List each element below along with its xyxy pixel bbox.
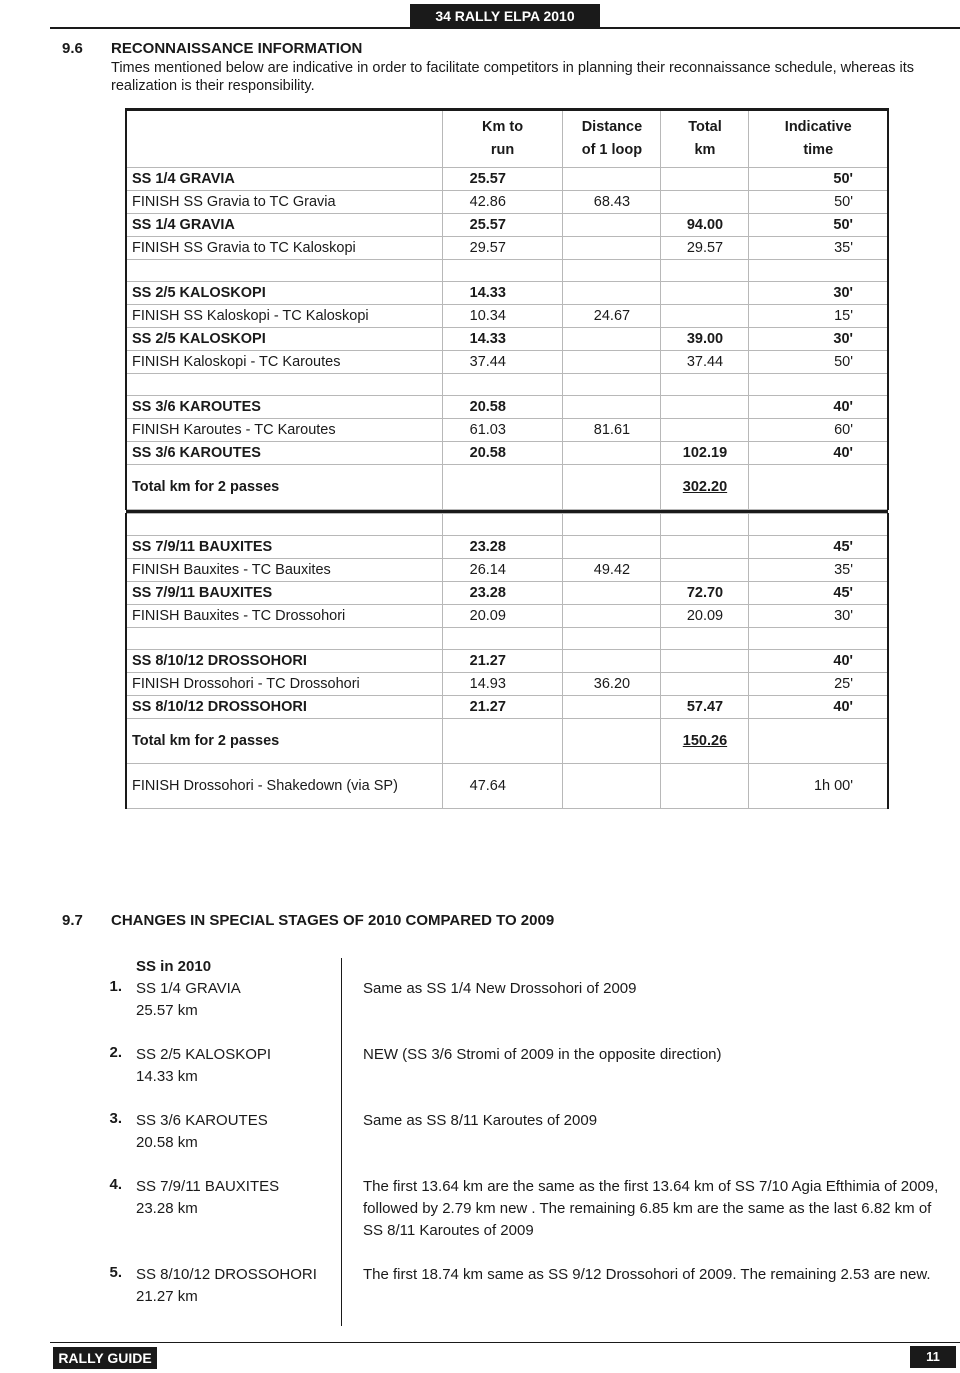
spacer-cell <box>563 260 661 282</box>
distance-of-loop <box>563 536 661 559</box>
change-item-number: 5. <box>109 1264 122 1281</box>
total-row <box>126 465 888 510</box>
change-item-stage-name: SS 7/9/11 BAUXITES <box>136 1178 280 1195</box>
km-to-run: 10.34 <box>442 305 563 328</box>
indicative-time: 1h 00' <box>749 764 888 809</box>
time-cell <box>749 719 888 764</box>
indicative-time: 50' <box>749 168 888 191</box>
change-item-stage-name: SS 3/6 KAROUTES <box>136 1112 268 1129</box>
km-to-run: 20.09 <box>442 605 563 628</box>
header-km-to-run: Km to run <box>442 110 563 168</box>
indicative-time: 40' <box>749 696 888 719</box>
total-km: 39.00 <box>661 328 749 351</box>
km-cell <box>442 465 563 510</box>
total-km <box>661 191 749 214</box>
total-km <box>661 559 749 582</box>
total-km <box>661 419 749 442</box>
header-total: Total km <box>661 110 749 168</box>
distance-of-loop <box>563 605 661 628</box>
change-item-stage-km: 23.28 km <box>136 1200 198 1217</box>
stage-label: SS 7/9/11 BAUXITES <box>126 536 442 559</box>
header-blank <box>126 110 442 168</box>
stage-label: FINISH Bauxites - TC Bauxites <box>126 559 442 582</box>
header-distance: Distance of 1 loop <box>563 110 661 168</box>
indicative-time: 60' <box>749 419 888 442</box>
header-title: 34 RALLY ELPA 2010 <box>410 4 600 28</box>
distance-of-loop <box>563 582 661 605</box>
km-to-run: 21.27 <box>442 650 563 673</box>
spacer-cell <box>442 260 563 282</box>
table-row <box>126 419 888 442</box>
km-to-run: 37.44 <box>442 351 563 374</box>
section-9-6-number: 9.6 <box>62 40 83 57</box>
table-row <box>126 696 888 719</box>
km-to-run: 20.58 <box>442 442 563 465</box>
stage-label: SS 7/9/11 BAUXITES <box>126 582 442 605</box>
change-item-stage-km: 21.27 km <box>136 1288 198 1305</box>
total-km <box>661 282 749 305</box>
change-item-stage-km: 25.57 km <box>136 1002 198 1019</box>
table-row <box>126 282 888 305</box>
change-item-stage-name: SS 8/10/12 DROSSOHORI <box>136 1266 317 1283</box>
change-item-stage <box>136 1176 356 1220</box>
km-to-run: 23.28 <box>442 582 563 605</box>
change-item-stage <box>136 978 356 1022</box>
km-to-run: 23.28 <box>442 536 563 559</box>
km-cell <box>442 719 563 764</box>
total-km <box>661 650 749 673</box>
total-row <box>126 719 888 764</box>
change-item-number: 1. <box>109 978 122 995</box>
changes-divider <box>341 958 342 1326</box>
stage-label: SS 2/5 KALOSKOPI <box>126 282 442 305</box>
change-item-stage-name: SS 1/4 GRAVIA <box>136 980 241 997</box>
change-item-description: Same as SS 8/11 Karoutes of 2009 <box>363 1112 598 1129</box>
header-rule <box>50 27 960 29</box>
distance-of-loop <box>563 168 661 191</box>
spacer-cell <box>126 628 442 650</box>
change-item-stage-km: 14.33 km <box>136 1068 198 1085</box>
stage-label: FINISH Drossohori - Shakedown (via SP) <box>126 764 442 809</box>
distance-of-loop <box>563 650 661 673</box>
distance-of-loop: 24.67 <box>563 305 661 328</box>
total-km <box>661 305 749 328</box>
km-to-run: 25.57 <box>442 214 563 237</box>
table-row <box>126 305 888 328</box>
spacer-cell <box>749 628 888 650</box>
distance-of-loop <box>563 351 661 374</box>
change-item-description: Same as SS 1/4 New Drossohori of 2009 <box>363 980 637 997</box>
indicative-time: 40' <box>749 442 888 465</box>
table-row <box>126 536 888 559</box>
section-9-6-title: RECONNAISSANCE INFORMATION <box>111 40 363 57</box>
stage-label: SS 2/5 KALOSKOPI <box>126 328 442 351</box>
section-9-6-intro: Times mentioned below are indicative in order to facilitate competitors in planning their reconnaissance schedule, whereas its realization is their responsibility. <box>111 60 915 94</box>
km-to-run: 21.27 <box>442 696 563 719</box>
reconnaissance-table <box>125 108 889 809</box>
indicative-time: 25' <box>749 673 888 696</box>
table-row <box>126 328 888 351</box>
footer-label: RALLY GUIDE <box>53 1347 157 1369</box>
change-item-description: The first 13.64 km are the same as the first 13.64 km of SS 7/10 Agia Efthimia of 2009, followed by 2.79 km new . The remaining 6.85 km are the same as the last 6.82 km of SS 8/11 Karoutes of 2009 <box>363 1178 939 1239</box>
spacer-cell <box>749 374 888 396</box>
table-row <box>126 582 888 605</box>
indicative-time: 15' <box>749 305 888 328</box>
stage-label: SS 8/10/12 DROSSOHORI <box>126 696 442 719</box>
indicative-time: 35' <box>749 559 888 582</box>
stage-label: FINISH Bauxites - TC Drossohori <box>126 605 442 628</box>
distance-cell <box>563 465 661 510</box>
spacer-cell <box>661 514 749 536</box>
table-row <box>126 673 888 696</box>
spacer-cell <box>563 514 661 536</box>
km-to-run: 14.93 <box>442 673 563 696</box>
total-km: 94.00 <box>661 214 749 237</box>
change-item-number: 2. <box>109 1044 122 1061</box>
distance-of-loop <box>563 214 661 237</box>
spacer-cell <box>749 260 888 282</box>
change-item-number: 4. <box>109 1176 122 1193</box>
total-km <box>661 168 749 191</box>
km-to-run: 29.57 <box>442 237 563 260</box>
distance-of-loop: 81.61 <box>563 419 661 442</box>
table-row <box>126 168 888 191</box>
spacer-cell <box>126 514 442 536</box>
stage-label: SS 8/10/12 DROSSOHORI <box>126 650 442 673</box>
spacer-cell <box>749 514 888 536</box>
indicative-time: 50' <box>749 214 888 237</box>
distance-cell <box>563 719 661 764</box>
indicative-time: 40' <box>749 396 888 419</box>
distance-of-loop <box>563 442 661 465</box>
total-km: 37.44 <box>661 351 749 374</box>
total-km: 102.19 <box>661 442 749 465</box>
change-item-stage-name: SS 2/5 KALOSKOPI <box>136 1046 272 1063</box>
indicative-time: 35' <box>749 237 888 260</box>
distance-of-loop: 36.20 <box>563 673 661 696</box>
table-row <box>126 396 888 419</box>
spacer-cell <box>442 374 563 396</box>
change-item-number: 3. <box>109 1110 122 1127</box>
spacer-cell <box>126 260 442 282</box>
stage-label: FINISH SS Kaloskopi - TC Kaloskopi <box>126 305 442 328</box>
total-km: 20.09 <box>661 605 749 628</box>
total-km <box>661 673 749 696</box>
change-item-stage <box>136 1110 356 1154</box>
km-to-run: 20.58 <box>442 396 563 419</box>
change-item-stage <box>136 1044 356 1088</box>
stage-label: FINISH SS Gravia to TC Kaloskopi <box>126 237 442 260</box>
spacer-cell <box>442 628 563 650</box>
table-row <box>126 764 888 809</box>
stage-label: FINISH Karoutes - TC Karoutes <box>126 419 442 442</box>
time-cell <box>749 465 888 510</box>
total-km <box>661 396 749 419</box>
change-item-stage-km: 20.58 km <box>136 1134 198 1151</box>
change-item-description: NEW (SS 3/6 Stromi of 2009 in the opposite direction) <box>363 1046 722 1063</box>
spacer-row <box>126 260 888 282</box>
distance-of-loop <box>563 396 661 419</box>
distance-of-loop <box>563 282 661 305</box>
spacer-cell <box>661 374 749 396</box>
indicative-time: 30' <box>749 605 888 628</box>
change-item-stage <box>136 1264 356 1308</box>
km-to-run: 47.64 <box>442 764 563 809</box>
distance-of-loop <box>563 237 661 260</box>
total-km <box>661 764 749 809</box>
total-label: Total km for 2 passes <box>126 465 442 510</box>
table-header-row <box>126 110 888 168</box>
km-to-run: 61.03 <box>442 419 563 442</box>
footer-rule <box>50 1342 960 1343</box>
stage-label: SS 1/4 GRAVIA <box>126 214 442 237</box>
distance-of-loop: 49.42 <box>563 559 661 582</box>
total-km: 57.47 <box>661 696 749 719</box>
total-km-value: 150.26 <box>661 719 749 764</box>
indicative-time: 45' <box>749 582 888 605</box>
stage-label: SS 3/6 KAROUTES <box>126 396 442 419</box>
km-to-run: 14.33 <box>442 282 563 305</box>
spacer-cell <box>661 260 749 282</box>
total-km-value: 302.20 <box>661 465 749 510</box>
table-row <box>126 214 888 237</box>
table-row <box>126 351 888 374</box>
table-row <box>126 191 888 214</box>
km-to-run: 25.57 <box>442 168 563 191</box>
stage-label: FINISH SS Gravia to TC Gravia <box>126 191 442 214</box>
indicative-time: 40' <box>749 650 888 673</box>
total-km <box>661 536 749 559</box>
table-row <box>126 605 888 628</box>
table-row <box>126 559 888 582</box>
section-9-7-title: CHANGES IN SPECIAL STAGES OF 2010 COMPARED TO 2009 <box>111 912 555 929</box>
spacer-row <box>126 628 888 650</box>
stage-label: FINISH Drossohori - TC Drossohori <box>126 673 442 696</box>
km-to-run: 14.33 <box>442 328 563 351</box>
changes-column-header: SS in 2010 <box>136 958 212 975</box>
indicative-time: 30' <box>749 282 888 305</box>
distance-of-loop <box>563 764 661 809</box>
page-number: 11 <box>910 1346 956 1368</box>
km-to-run: 42.86 <box>442 191 563 214</box>
indicative-time: 45' <box>749 536 888 559</box>
total-km: 29.57 <box>661 237 749 260</box>
stage-label: SS 1/4 GRAVIA <box>126 168 442 191</box>
stage-label: FINISH Kaloskopi - TC Karoutes <box>126 351 442 374</box>
total-km: 72.70 <box>661 582 749 605</box>
indicative-time: 30' <box>749 328 888 351</box>
indicative-time: 50' <box>749 351 888 374</box>
indicative-time: 50' <box>749 191 888 214</box>
spacer-cell <box>563 374 661 396</box>
stage-label: SS 3/6 KAROUTES <box>126 442 442 465</box>
spacer-cell <box>126 374 442 396</box>
spacer-row <box>126 514 888 536</box>
distance-of-loop: 68.43 <box>563 191 661 214</box>
section-9-7-number: 9.7 <box>62 912 83 929</box>
spacer-cell <box>661 628 749 650</box>
header-indicative: Indicative time <box>749 110 888 168</box>
distance-of-loop <box>563 328 661 351</box>
spacer-cell <box>442 514 563 536</box>
distance-of-loop <box>563 696 661 719</box>
total-label: Total km for 2 passes <box>126 719 442 764</box>
km-to-run: 26.14 <box>442 559 563 582</box>
table-row <box>126 650 888 673</box>
change-item-description: The first 18.74 km same as SS 9/12 Drossohori of 2009. The remaining 2.53 are new. <box>363 1266 931 1283</box>
table-row <box>126 237 888 260</box>
table-row <box>126 442 888 465</box>
spacer-row <box>126 374 888 396</box>
spacer-cell <box>563 628 661 650</box>
